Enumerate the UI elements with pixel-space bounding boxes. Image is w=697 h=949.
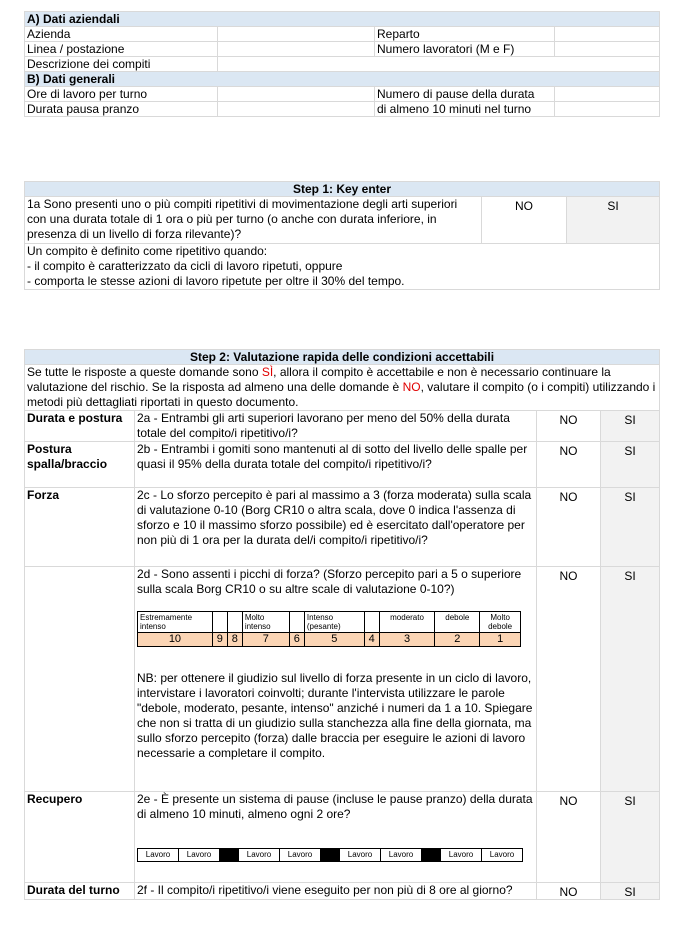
no-option-2a[interactable]: NO (537, 411, 601, 442)
company-data-table (24, 11, 660, 117)
section-a-title: A) Dati aziendali (25, 12, 660, 27)
numero-pause-label-1: Numero di pause della durata (375, 87, 555, 102)
durata-pausa-label: Durata pausa pranzo (25, 102, 218, 117)
work-block: Lavoro (441, 849, 482, 861)
work-block: Lavoro (280, 849, 321, 861)
durata-pausa-field[interactable] (218, 102, 375, 117)
ore-lavoro-field[interactable] (218, 87, 375, 102)
borg-label (364, 612, 379, 633)
intro-si: SÌ (261, 365, 274, 379)
no-option-2c[interactable]: NO (537, 488, 601, 567)
borg-label: Molto intenso (242, 612, 289, 633)
borg-label (212, 612, 227, 633)
no-option-2d[interactable]: NO (537, 567, 601, 792)
step2-table (24, 349, 660, 900)
descrizione-field[interactable] (218, 57, 660, 72)
borg-number: 4 (364, 633, 379, 647)
borg-label (289, 612, 304, 633)
si-option-2c[interactable]: SI (601, 488, 660, 567)
ore-lavoro-label: Ore di lavoro per turno (25, 87, 218, 102)
step1-si-option[interactable]: SI (567, 197, 660, 244)
work-block: Lavoro (179, 849, 220, 861)
borg-number: 3 (379, 633, 435, 647)
step1-definition (25, 244, 660, 290)
category-forza: Forza (25, 488, 135, 567)
borg-number: 1 (480, 633, 521, 647)
work-block: Lavoro (239, 849, 280, 861)
borg-scale-table (137, 611, 521, 647)
step1-no-option[interactable]: NO (482, 197, 567, 244)
work-block: Lavoro (138, 849, 179, 861)
work-block: Lavoro (381, 849, 422, 861)
numero-pause-label-2: di almeno 10 minuti nel turno (375, 102, 555, 117)
step2-intro (25, 365, 660, 411)
pause-block (422, 849, 441, 861)
borg-label: Molto debole (480, 612, 521, 633)
descrizione-label: Descrizione dei compiti (25, 57, 218, 72)
step1-question: 1a Sono presenti uno o più compiti ripetitivi di movimentazione degli arti superiori con una durata totale di 1 ora o più per turno (o anche con durata inferiore, in presenza di un livello di forza rilevante)? (25, 197, 482, 244)
work-block: Lavoro (489, 850, 515, 859)
si-option-2a[interactable]: SI (601, 411, 660, 442)
definition-line-3: - comporta le stesse azioni di lavoro ripetute per oltre il 30% del tempo. (27, 274, 405, 288)
question-2b: 2b - Entrambi i gomiti sono mantenuti al di sotto del livello delle spalle per quasi il 95% della durata totale del compito/i ripetitivo/i? (135, 442, 537, 488)
category-durata-turno: Durata del turno (25, 883, 135, 900)
azienda-field[interactable] (218, 27, 375, 42)
borg-label: debole (435, 612, 480, 633)
numero-lavoratori-field[interactable] (555, 42, 660, 57)
category-durata-postura: Durata e postura (25, 411, 135, 442)
question-2e: 2e - È presente un sistema di pause (incluse le pause pranzo) della durata di almeno 10 minuti, almeno ogni 2 ore? (137, 792, 533, 821)
definition-line-2: - il compito è caratterizzato da cicli di lavoro ripetuti, oppure (27, 259, 343, 273)
no-option-2f[interactable]: NO (537, 883, 601, 900)
linea-field[interactable] (218, 42, 375, 57)
pause-block (220, 849, 239, 861)
borg-number: 8 (227, 633, 242, 647)
linea-label: Linea / postazione (25, 42, 218, 57)
si-option-2e[interactable]: SI (601, 792, 660, 883)
section-b-title: B) Dati generali (25, 72, 660, 87)
step1-title: Step 1: Key enter (25, 182, 660, 197)
numero-lavoratori-label: Numero lavoratori (M e F) (375, 42, 555, 57)
category-empty (25, 567, 135, 792)
definition-line-1: Un compito è definito come ripetitivo quando: (27, 244, 268, 258)
reparto-label: Reparto (375, 27, 555, 42)
step1-table (24, 181, 660, 290)
borg-number: 9 (212, 633, 227, 647)
category-postura-spalla: Postura spalla/braccio (25, 442, 135, 488)
pause-schedule-strip (137, 848, 523, 862)
no-option-2e[interactable]: NO (537, 792, 601, 883)
question-2a: 2a - Entrambi gli arti superiori lavorano per meno del 50% della durata totale del compito/i ripetitivo/i? (135, 411, 537, 442)
step2-title: Step 2: Valutazione rapida delle condizioni accettabili (25, 350, 660, 365)
numero-pause-field[interactable] (555, 87, 660, 102)
borg-label: Estremamente intenso (138, 612, 213, 633)
si-option-2f[interactable]: SI (601, 883, 660, 900)
intro-part-b: , allora il compito è accettabile e non è necessario continuare la valutazione del rischio. Se la risposta ad almeno una delle domande è (27, 365, 611, 394)
nb-note: NB: per ottenere il giudizio sul livello di forza presente in un ciclo di lavoro, intervistare i lavoratori coinvolti; durante l'intervista utilizzare le parole "debole, moderato, pesante, intenso" anziché i numeri da 1 a 10. Spiegare che non si tratta di un giudizio sulla stanchezza alla fine della giornata, ma sullo sforzo percepito (forza) dalle braccia per eseguire le azioni di lavoro necessarie a completare il compito. (137, 671, 533, 760)
borg-numbers-row (138, 633, 521, 647)
category-recupero: Recupero (25, 792, 135, 883)
borg-number: 6 (289, 633, 304, 647)
reparto-field[interactable] (555, 27, 660, 42)
si-option-2b[interactable]: SI (601, 442, 660, 488)
si-option-2d[interactable]: SI (601, 567, 660, 792)
pause-block (321, 849, 340, 861)
borg-label (227, 612, 242, 633)
borg-number: 10 (138, 633, 213, 647)
numero-pause-field-2[interactable] (555, 102, 660, 117)
borg-label: Intenso (pesante) (304, 612, 364, 633)
question-2d-cell (135, 567, 537, 792)
borg-labels-row (138, 612, 521, 633)
borg-number: 5 (304, 633, 364, 647)
borg-number: 2 (435, 633, 480, 647)
no-option-2b[interactable]: NO (537, 442, 601, 488)
question-2d: 2d - Sono assenti i picchi di forza? (Sforzo percepito pari a 5 o superiore sulla scala Borg CR10 o su altre scale di valutazione 0-10?) (137, 567, 522, 596)
intro-part-c: , valutare il compito (o i compiti) utilizzando i metodi più dettagliati riportati in questo documento. (27, 380, 656, 409)
question-2e-cell (135, 792, 537, 883)
intro-no: NO (402, 380, 421, 394)
borg-number: 7 (242, 633, 289, 647)
question-2c: 2c - Lo sforzo percepito è pari al massimo a 3 (forza moderata) sulla scala di valutazione 0-10 (Borg CR10 o altra scala, dove 0 indica l'assenza di sforzo e 10 il massimo sforzo possibile) ed è esercitato dall'operatore per non più di 1 ora per la durata del/i compito/i ripetitivo/i? (135, 488, 537, 567)
borg-label: moderato (379, 612, 435, 633)
intro-part-a: Se tutte le risposte a queste domande sono (27, 365, 262, 379)
question-2f: 2f - Il compito/i ripetitivo/i viene eseguito per non più di 8 ore al giorno? (135, 883, 537, 900)
azienda-label: Azienda (25, 27, 218, 42)
work-block: Lavoro (340, 849, 381, 861)
